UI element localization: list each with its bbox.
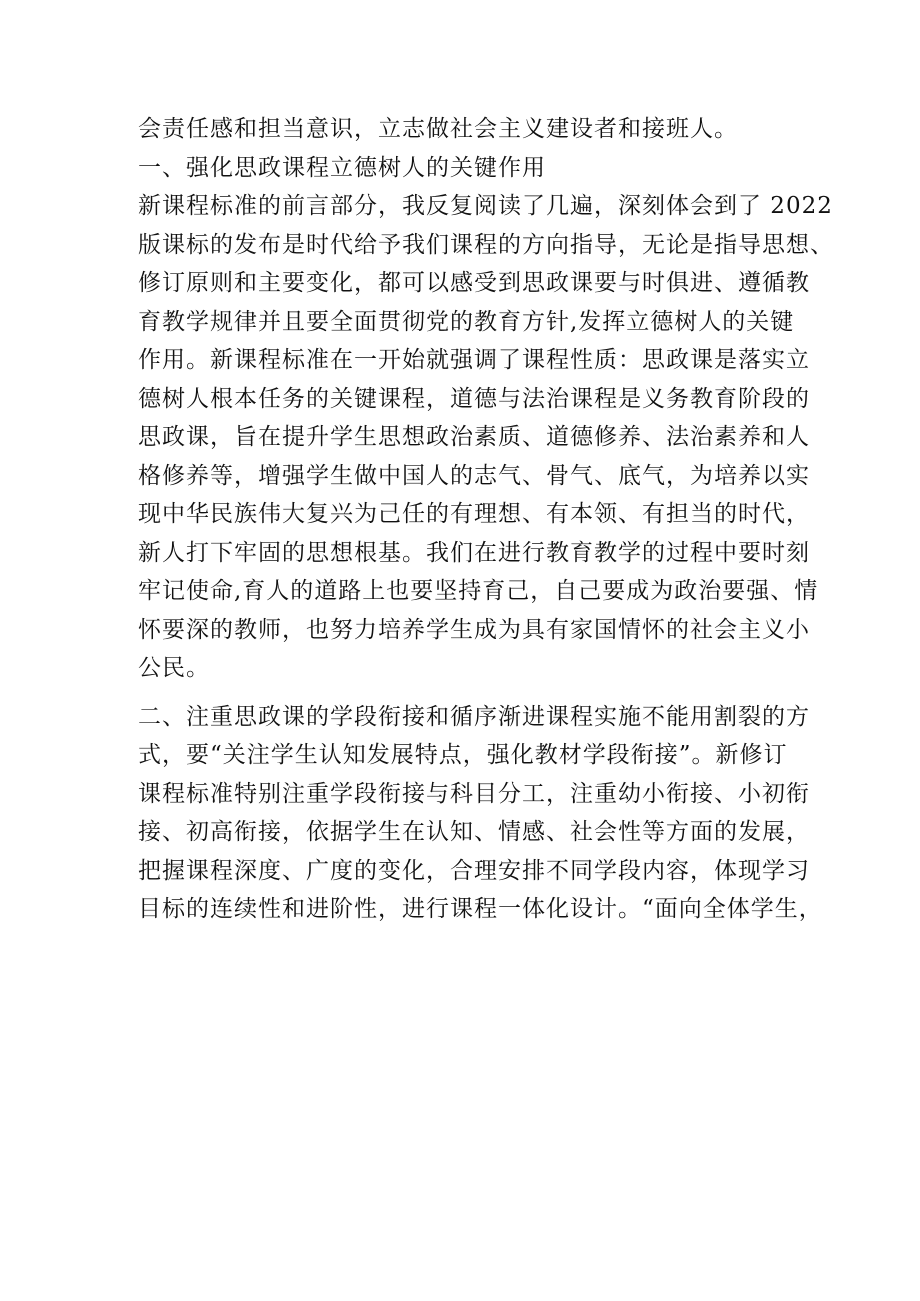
paragraph-3 xyxy=(138,698,823,929)
text-line: 牢记使命,育人的道路上也要坚持育己，自己要成为政治要强、情 xyxy=(138,578,819,604)
heading-line: 一、强化思政课程立德树人的关键作用 xyxy=(138,154,546,181)
text-line: 现中华民族伟大复兴为己任的有理想、有本领、有担当的时代， xyxy=(138,501,810,527)
text-line: 育教学规律并且要全面贯彻党的教育方针,发挥立德树人的关键 xyxy=(138,308,795,335)
paragraph-1 xyxy=(138,110,798,149)
text-line: 德树人根本任务的关键课程，道德与法治课程是义务教育阶段的 xyxy=(138,385,810,412)
text-line: 把握课程深度、广度的变化，合理安排不同学段内容，体现学习 xyxy=(138,857,810,884)
text-line: 版课标的发布是时代给予我们课程的方向指导，无论是指导思想、 xyxy=(138,231,834,258)
text-line: 公民。 xyxy=(138,655,210,681)
text-line: 目标的连续性和进阶性，进行课程一体化设计。“面向全体学生， xyxy=(138,896,823,922)
text-line: 二、注重思政课的学段衔接和循序渐进课程实施不能用割裂的方 xyxy=(138,703,810,730)
text-line: 思政课，旨在提升学生思想政治素质、道德修养、法治素养和人 xyxy=(138,424,810,450)
text-line: 新人打下牢固的思想根基。我们在进行教育教学的过程中要时刻 xyxy=(138,539,810,566)
text-line: 会责任感和担当意识，立志做社会主义建设者和接班人。 xyxy=(138,116,738,142)
paragraph-2 xyxy=(138,187,834,688)
text-line: 格修养等，增强学生做中国人的志气、骨气、底气，为培养以实 xyxy=(138,462,810,489)
text-line: 课程标准特别注重学段衔接与科目分工，注重幼小衔接、小初衔 xyxy=(138,780,810,807)
paragraph-gap xyxy=(138,688,798,698)
heading-1 xyxy=(138,149,798,188)
document-body xyxy=(138,110,834,929)
text-line: 新课程标准的前言部分，我反复阅读了几遍，深刻体会到了 2022 xyxy=(138,193,833,219)
text-line: 修订原则和主要变化，都可以感受到思政课要与时俱进、遵循教 xyxy=(138,270,810,296)
text-line: 怀要深的教师，也努力培养学生成为具有家国情怀的社会主义小 xyxy=(138,616,810,643)
text-line: 式，要“关注学生认知发展特点，强化教材学段衔接”。新修订 xyxy=(138,742,788,768)
text-line: 接、初高衔接，依据学生在认知、情感、社会性等方面的发展， xyxy=(138,819,810,845)
text-line: 作用。新课程标准在一开始就强调了课程性质：思政课是落实立 xyxy=(138,347,810,373)
